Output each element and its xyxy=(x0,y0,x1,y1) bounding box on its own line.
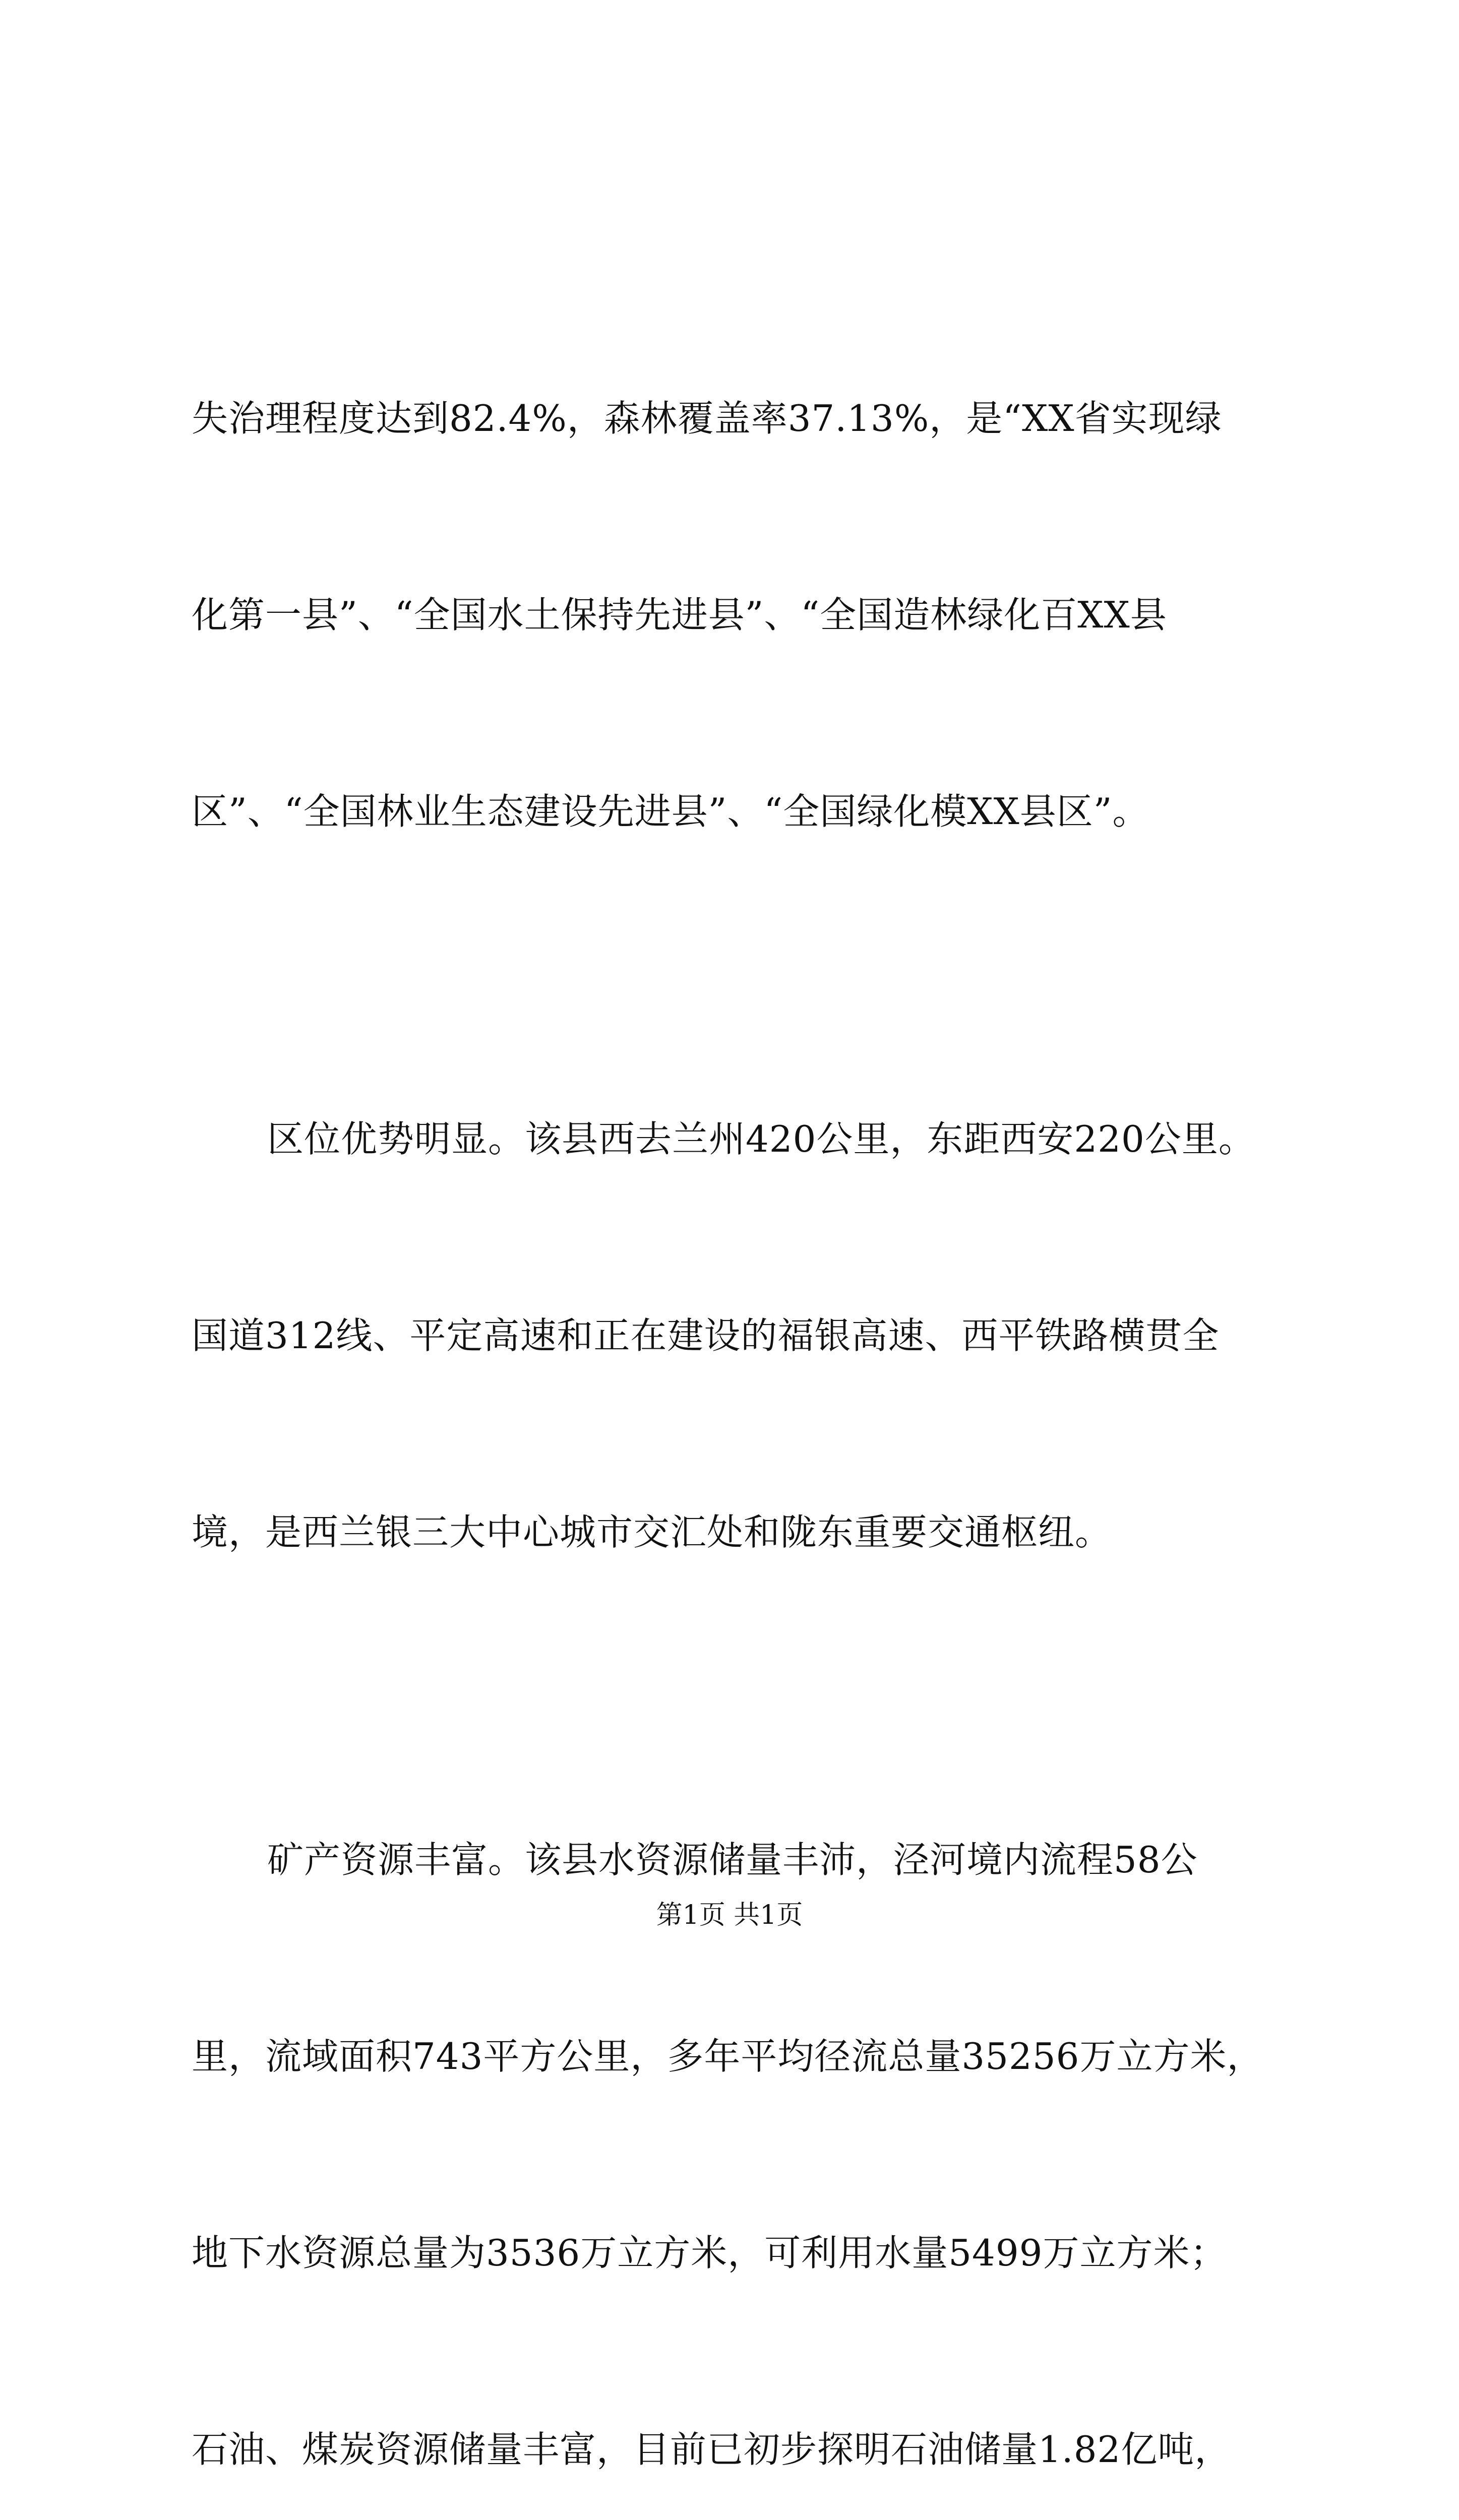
text-line: 地下水资源总量为3536万立方米，可利用水量5499万立方米； xyxy=(192,2232,1227,2274)
text-line: 化第一县”、“全国水土保持先进县”、“全国造林绿化百XX县 xyxy=(192,594,1167,636)
text-line: 区位优势明显。该县西去兰州420公里，东距西安220公里。 xyxy=(267,1118,1255,1160)
text-line: 区”、“全国林业生态建设先进县”、“全国绿化模XX县区”。 xyxy=(192,790,1149,833)
paragraph-location-advantage xyxy=(192,975,1270,1696)
text-line: 里，流域面积743平方公里，多年平均径流总量35256万立方米， xyxy=(192,2035,1264,2077)
page-number-label: 第1页 共1页 xyxy=(656,1900,803,1930)
page-footer xyxy=(0,1898,1459,1933)
text-line: 矿产资源丰富。该县水资源储量丰沛，泾河境内流程58公 xyxy=(267,1839,1198,1881)
text-line: 石油、煤炭资源储量丰富，目前已初步探明石油储量1.82亿吨， xyxy=(192,2428,1232,2471)
text-line: 国道312线、平定高速和正在建设的福银高速、西平铁路横贯全 xyxy=(192,1314,1220,1357)
document-body xyxy=(192,255,1270,2520)
text-line: 境，是西兰银三大中心城市交汇处和陇东重要交通枢纽。 xyxy=(192,1511,1112,1553)
paragraph-green-coverage xyxy=(192,255,1270,975)
paragraph-mineral-resources xyxy=(192,1696,1270,2520)
text-line: 失治理程度达到82.4%，森林覆盖率37.13%，是“XX省实现绿 xyxy=(192,397,1222,439)
